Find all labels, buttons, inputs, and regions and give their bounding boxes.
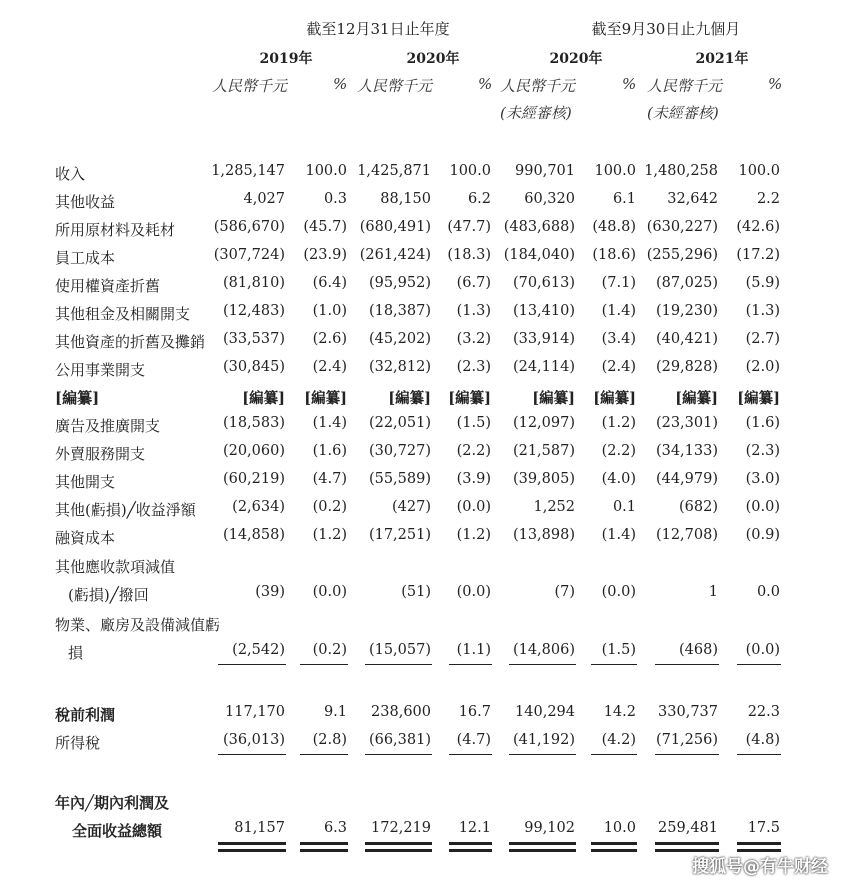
table-cell: (17,251) — [368, 527, 431, 543]
header-year-2020-nine-months: 2020年 — [549, 51, 603, 67]
total-double-rule — [655, 842, 719, 852]
table-cell: (23.9) — [303, 247, 347, 263]
total-double-rule — [365, 842, 432, 852]
table-cell: (2.3) — [745, 443, 780, 459]
table-cell: 88,150 — [380, 191, 431, 207]
subtotal-rule — [737, 754, 781, 755]
table-cell: 1,285,147 — [211, 163, 285, 179]
table-cell: (5.9) — [745, 275, 780, 291]
table-cell: (0.0) — [745, 642, 780, 658]
table-cell: (12,483) — [222, 303, 285, 319]
table-cell: (4.7) — [456, 732, 491, 748]
table-cell: (468) — [679, 642, 718, 658]
table-cell: (261,424) — [359, 247, 431, 263]
table-cell: (3.0) — [745, 471, 780, 487]
unaudited-2020-9m: (未經審核) — [500, 104, 572, 122]
table-cell: (71,256) — [655, 732, 718, 748]
table-cell: (36,013) — [222, 732, 285, 748]
table-cell: (2.6) — [312, 331, 347, 347]
table-cell: 0.1 — [612, 499, 636, 515]
table-cell: 1,425,871 — [357, 163, 431, 179]
unit-rmb-2020-9m: 人民幣千元 — [500, 77, 576, 95]
table-cell: (24,114) — [512, 359, 575, 375]
table-cell: (3.2) — [456, 331, 491, 347]
table-cell: 0.0 — [756, 584, 780, 600]
table-cell: [編纂] — [737, 390, 780, 407]
table-cell: 172,219 — [371, 820, 431, 836]
table-cell: 100.0 — [594, 163, 636, 179]
unaudited-2021-9m: (未經審核) — [647, 104, 719, 122]
table-cell: (30,845) — [222, 359, 285, 375]
subtotal-rule — [218, 664, 286, 665]
table-cell: (60,219) — [222, 471, 285, 487]
table-cell: (2.8) — [312, 732, 347, 748]
table-cell: 117,170 — [225, 704, 285, 720]
watermark: 搜狐号@有牛财经 — [692, 857, 828, 877]
table-cell: (81,810) — [222, 275, 285, 291]
table-cell: [編纂] — [388, 390, 431, 407]
table-cell: (12,708) — [655, 527, 718, 543]
total-double-rule — [300, 842, 348, 852]
unit-rmb-2019: 人民幣千元 — [212, 77, 288, 95]
table-cell: (18,387) — [368, 303, 431, 319]
table-cell: (48.8) — [592, 219, 636, 235]
table-cell: 1 — [708, 584, 718, 600]
unit-rmb-2020: 人民幣千元 — [357, 77, 433, 95]
table-cell: (483,688) — [503, 219, 575, 235]
table-cell: (39) — [255, 584, 285, 600]
table-cell: (184,040) — [503, 247, 575, 263]
row-label: 其他應收款項減值 — [55, 558, 176, 576]
subtotal-rule — [591, 664, 637, 665]
table-cell: (18,583) — [222, 415, 285, 431]
table-cell: (1.2) — [601, 415, 636, 431]
table-cell: (87,025) — [655, 275, 718, 291]
table-cell: (18.3) — [447, 247, 491, 263]
row-label: 其他(虧損)╱收益淨額 — [55, 501, 196, 519]
table-cell: (0.9) — [745, 527, 780, 543]
table-cell: (2.4) — [312, 359, 347, 375]
table-cell: (1.5) — [456, 415, 491, 431]
table-cell: (41,192) — [512, 732, 575, 748]
table-cell: (2.0) — [745, 359, 780, 375]
table-cell: (47.7) — [447, 219, 491, 235]
row-label: 使用權資產折舊 — [55, 277, 161, 295]
table-cell: (427) — [392, 499, 431, 515]
subtotal-rule — [300, 754, 348, 755]
table-cell: (23,301) — [655, 415, 718, 431]
table-cell: (95,952) — [368, 275, 431, 291]
table-cell: (40,421) — [655, 331, 718, 347]
table-cell: (2,542) — [232, 642, 285, 658]
header-year-2019: 2019年 — [259, 51, 313, 67]
table-cell: (630,227) — [646, 219, 718, 235]
table-cell: (680,491) — [359, 219, 431, 235]
table-cell: (4.7) — [312, 471, 347, 487]
table-cell: 100.0 — [738, 163, 780, 179]
table-cell: (7) — [554, 584, 575, 600]
row-label: 融資成本 — [55, 529, 116, 547]
subtotal-rule — [365, 754, 432, 755]
total-double-rule — [449, 842, 492, 852]
table-cell: (586,670) — [213, 219, 285, 235]
table-cell: 140,294 — [515, 704, 575, 720]
table-cell: (0.2) — [312, 499, 347, 515]
table-cell: (66,381) — [368, 732, 431, 748]
table-cell: (45.7) — [303, 219, 347, 235]
table-cell: [編纂] — [675, 390, 718, 407]
table-cell: 330,737 — [658, 704, 718, 720]
row-label: [編纂] — [55, 389, 100, 407]
table-cell: (21,587) — [512, 443, 575, 459]
table-cell: (1.5) — [601, 642, 636, 658]
table-cell: (6.7) — [456, 275, 491, 291]
table-cell: (0.0) — [456, 499, 491, 515]
subtotal-rule — [218, 754, 286, 755]
header-year-2021-nine-months: 2021年 — [695, 51, 749, 67]
row-label-continued: (虧損)╱撥回 — [68, 586, 149, 604]
table-cell: 4,027 — [243, 191, 285, 207]
table-cell: (32,812) — [368, 359, 431, 375]
table-cell: [編纂] — [532, 390, 575, 407]
table-cell: [編纂] — [304, 390, 347, 407]
unit-pct-2020: % — [478, 75, 493, 93]
table-cell: (1.2) — [312, 527, 347, 543]
table-cell: (1.2) — [456, 527, 491, 543]
table-cell: 99,102 — [524, 820, 575, 836]
table-cell: (1.0) — [312, 303, 347, 319]
row-label: 年內╱期內利潤及 — [55, 794, 170, 812]
table-cell: (18.6) — [592, 247, 636, 263]
table-cell: 6.1 — [612, 191, 636, 207]
row-label: 外賣服務開支 — [55, 445, 146, 463]
table-cell: [編纂] — [448, 390, 491, 407]
table-cell: 16.7 — [458, 704, 491, 720]
table-cell: (44,979) — [655, 471, 718, 487]
row-label: 其他資產的折舊及攤銷 — [55, 333, 206, 351]
table-cell: (33,537) — [222, 331, 285, 347]
total-double-rule — [509, 842, 576, 852]
table-cell: 14.2 — [603, 704, 636, 720]
table-cell: (1.4) — [601, 303, 636, 319]
table-cell: 100.0 — [305, 163, 347, 179]
table-cell: (22,051) — [368, 415, 431, 431]
table-cell: 990,701 — [515, 163, 575, 179]
table-cell: (255,296) — [646, 247, 718, 263]
table-cell: (19,230) — [655, 303, 718, 319]
row-label: 其他開支 — [55, 473, 116, 491]
table-cell: (307,724) — [213, 247, 285, 263]
subtotal-rule — [509, 664, 576, 665]
table-cell: 6.2 — [467, 191, 491, 207]
table-cell: (2,634) — [232, 499, 285, 515]
row-label: 稅前利潤 — [55, 706, 116, 724]
table-cell: 60,320 — [524, 191, 575, 207]
table-cell: (1.3) — [745, 303, 780, 319]
header-year-2020: 2020年 — [406, 51, 460, 67]
row-label: 其他收益 — [55, 193, 116, 211]
row-label: 收入 — [55, 165, 86, 183]
subtotal-rule — [737, 664, 781, 665]
subtotal-rule — [655, 664, 719, 665]
table-cell: 100.0 — [449, 163, 491, 179]
table-cell: 6.3 — [323, 820, 347, 836]
table-cell: (1.6) — [745, 415, 780, 431]
table-cell: (2.3) — [456, 359, 491, 375]
table-cell: (45,202) — [368, 331, 431, 347]
table-cell: 2.2 — [756, 191, 780, 207]
subtotal-rule — [509, 754, 576, 755]
table-cell: (3.9) — [456, 471, 491, 487]
table-cell: (13,410) — [512, 303, 575, 319]
row-label-continued: 損 — [68, 644, 84, 662]
table-cell: 9.1 — [323, 704, 347, 720]
table-cell: (0.0) — [745, 499, 780, 515]
table-cell: (6.4) — [312, 275, 347, 291]
table-cell: (1.6) — [312, 443, 347, 459]
table-cell: 10.0 — [603, 820, 636, 836]
row-label: 其他租金及相關開支 — [55, 305, 191, 323]
subtotal-rule — [449, 754, 492, 755]
subtotal-rule — [365, 664, 432, 665]
header-period-annual: 截至12月31日止年度 — [306, 20, 450, 38]
table-cell: (3.4) — [601, 331, 636, 347]
table-cell: (2.2) — [456, 443, 491, 459]
table-cell: (7.1) — [601, 275, 636, 291]
unit-pct-2021-9m: % — [768, 75, 783, 93]
table-cell: (0.0) — [456, 584, 491, 600]
unit-rmb-2021-9m: 人民幣千元 — [647, 77, 723, 95]
table-cell: (17.2) — [736, 247, 780, 263]
table-cell: 1,480,258 — [644, 163, 718, 179]
header-period-nine-months: 截至9月30日止九個月 — [591, 20, 741, 38]
table-cell: (1.4) — [601, 527, 636, 543]
subtotal-rule — [449, 664, 492, 665]
table-cell: 238,600 — [371, 704, 431, 720]
table-cell: (29,828) — [655, 359, 718, 375]
subtotal-rule — [655, 754, 719, 755]
total-double-rule — [737, 842, 781, 852]
table-cell: 259,481 — [658, 820, 718, 836]
table-cell: (14,858) — [222, 527, 285, 543]
table-cell: 1,252 — [533, 499, 575, 515]
table-cell: 81,157 — [234, 820, 285, 836]
table-cell: 17.5 — [747, 820, 780, 836]
total-double-rule — [591, 842, 637, 852]
table-cell: (0.0) — [312, 584, 347, 600]
table-cell: (1.4) — [312, 415, 347, 431]
table-cell: (12,097) — [512, 415, 575, 431]
total-double-rule — [218, 842, 286, 852]
row-label-continued: 全面收益總額 — [72, 822, 163, 840]
table-cell: (15,057) — [368, 642, 431, 658]
table-cell: (1.1) — [456, 642, 491, 658]
table-cell: 0.3 — [323, 191, 347, 207]
row-label: 所得稅 — [55, 734, 101, 752]
row-label: 廣告及推廣開支 — [55, 417, 161, 435]
table-cell: 22.3 — [747, 704, 780, 720]
table-cell: (20,060) — [222, 443, 285, 459]
table-cell: (30,727) — [368, 443, 431, 459]
table-cell: (4.0) — [601, 471, 636, 487]
row-label: 物業、廠房及設備減值虧 — [55, 616, 221, 634]
table-cell: (4.2) — [601, 732, 636, 748]
row-label: 所用原材料及耗材 — [55, 221, 176, 239]
table-cell: (39,805) — [512, 471, 575, 487]
table-cell: (33,914) — [512, 331, 575, 347]
table-cell: (42.6) — [736, 219, 780, 235]
table-cell: (34,133) — [655, 443, 718, 459]
table-cell: (70,613) — [512, 275, 575, 291]
subtotal-rule — [300, 664, 348, 665]
unit-pct-2020-9m: % — [622, 75, 637, 93]
table-cell: (13,898) — [512, 527, 575, 543]
table-cell: 32,642 — [667, 191, 718, 207]
subtotal-rule — [591, 754, 637, 755]
table-cell: (682) — [679, 499, 718, 515]
table-cell: (2.7) — [745, 331, 780, 347]
table-cell: 12.1 — [458, 820, 491, 836]
row-label: 員工成本 — [55, 249, 116, 267]
table-cell: (1.3) — [456, 303, 491, 319]
table-cell: (2.2) — [601, 443, 636, 459]
table-cell: (14,806) — [512, 642, 575, 658]
table-cell: [編纂] — [242, 390, 285, 407]
table-cell: [編纂] — [593, 390, 636, 407]
row-label: 公用事業開支 — [55, 361, 146, 379]
table-cell: (55,589) — [368, 471, 431, 487]
table-cell: (2.4) — [601, 359, 636, 375]
table-cell: (51) — [401, 584, 431, 600]
unit-pct-2019: % — [333, 75, 348, 93]
table-cell: (0.0) — [601, 584, 636, 600]
table-cell: (4.8) — [745, 732, 780, 748]
table-cell: (0.2) — [312, 642, 347, 658]
